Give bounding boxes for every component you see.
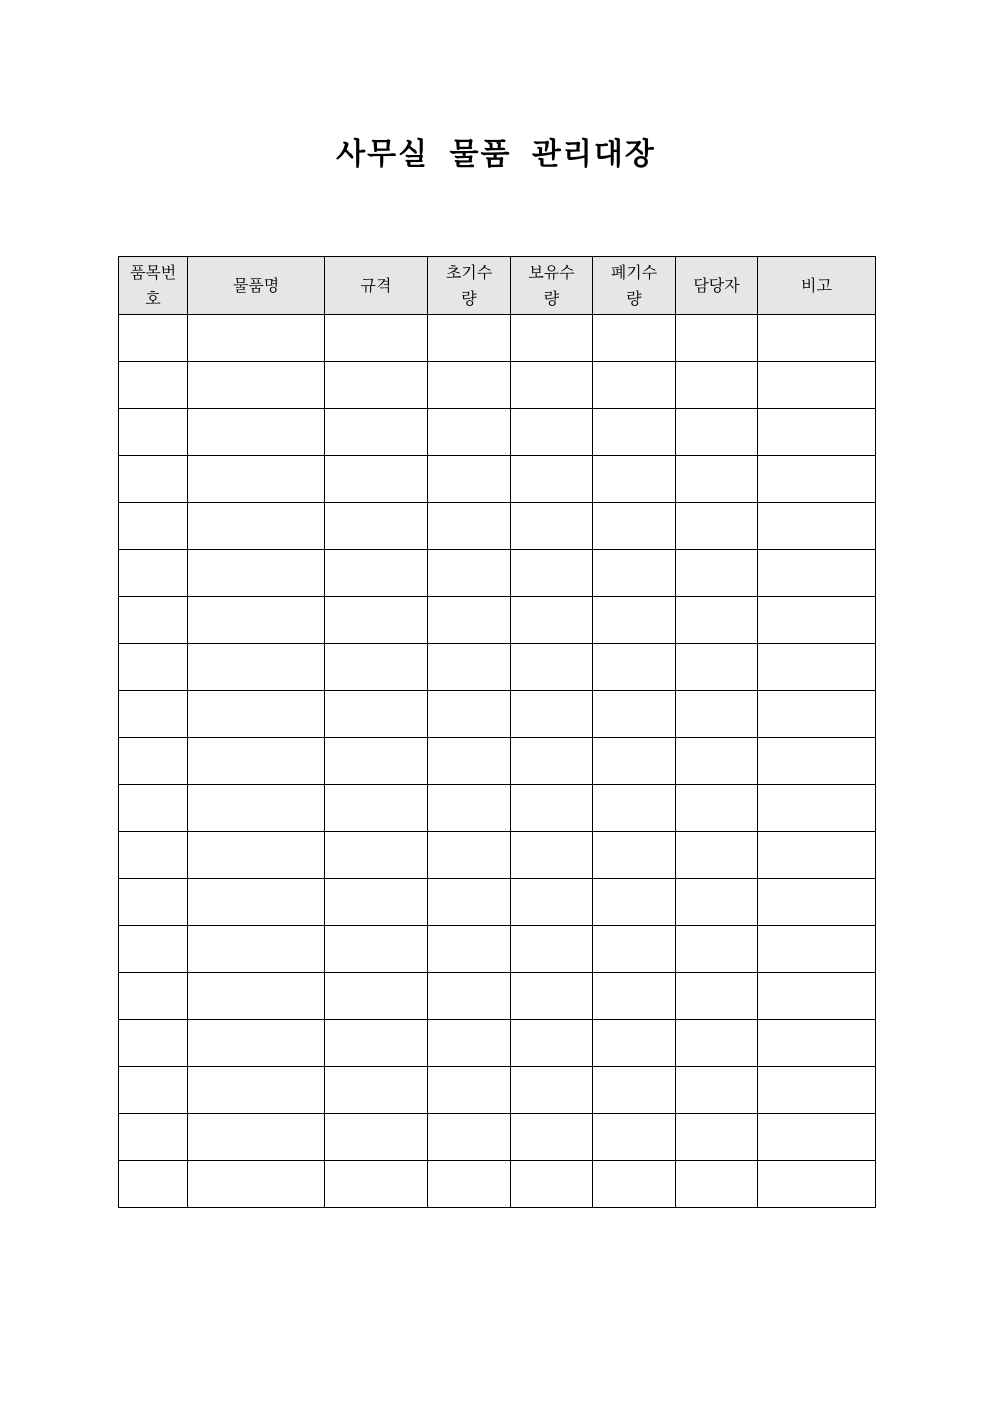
- item-name-cell[interactable]: [188, 691, 325, 738]
- remarks-cell[interactable]: [758, 691, 876, 738]
- inventory-table: [118, 256, 876, 1208]
- item-name-cell[interactable]: [188, 1020, 325, 1067]
- remarks-cell[interactable]: [758, 315, 876, 362]
- disposed-quantity-cell[interactable]: [593, 973, 676, 1020]
- specification-cell[interactable]: [325, 1067, 428, 1114]
- person-in-charge-cell[interactable]: [676, 644, 758, 691]
- table-row: [119, 879, 876, 926]
- person-in-charge-cell[interactable]: [676, 926, 758, 973]
- header-item-number: 품목번 호: [119, 257, 188, 315]
- item-name-cell[interactable]: [188, 785, 325, 832]
- header-disposed-quantity: 폐기수 량: [593, 257, 676, 315]
- initial-quantity-cell[interactable]: [428, 409, 511, 456]
- held-quantity-cell[interactable]: [511, 362, 593, 409]
- initial-quantity-cell[interactable]: [428, 503, 511, 550]
- person-in-charge-cell[interactable]: [676, 315, 758, 362]
- item-number-cell[interactable]: [119, 456, 188, 503]
- specification-cell[interactable]: [325, 409, 428, 456]
- table-row: [119, 362, 876, 409]
- remarks-cell[interactable]: [758, 926, 876, 973]
- item-name-cell[interactable]: [188, 1114, 325, 1161]
- item-number-cell[interactable]: [119, 1067, 188, 1114]
- held-quantity-cell[interactable]: [511, 1020, 593, 1067]
- item-name-cell[interactable]: [188, 550, 325, 597]
- remarks-cell[interactable]: [758, 1020, 876, 1067]
- initial-quantity-cell[interactable]: [428, 1161, 511, 1208]
- disposed-quantity-cell[interactable]: [593, 409, 676, 456]
- person-in-charge-cell[interactable]: [676, 550, 758, 597]
- held-quantity-cell[interactable]: [511, 503, 593, 550]
- initial-quantity-cell[interactable]: [428, 1020, 511, 1067]
- item-name-cell[interactable]: [188, 1161, 325, 1208]
- initial-quantity-cell[interactable]: [428, 973, 511, 1020]
- item-number-cell[interactable]: [119, 879, 188, 926]
- person-in-charge-cell[interactable]: [676, 1161, 758, 1208]
- disposed-quantity-cell[interactable]: [593, 456, 676, 503]
- item-number-cell[interactable]: [119, 503, 188, 550]
- item-number-cell[interactable]: [119, 785, 188, 832]
- person-in-charge-cell[interactable]: [676, 456, 758, 503]
- table-row: [119, 1020, 876, 1067]
- disposed-quantity-cell[interactable]: [593, 738, 676, 785]
- held-quantity-cell[interactable]: [511, 1161, 593, 1208]
- remarks-cell[interactable]: [758, 738, 876, 785]
- remarks-cell[interactable]: [758, 550, 876, 597]
- header-remarks: 비고: [758, 257, 876, 315]
- initial-quantity-cell[interactable]: [428, 550, 511, 597]
- disposed-quantity-cell[interactable]: [593, 1067, 676, 1114]
- specification-cell[interactable]: [325, 503, 428, 550]
- person-in-charge-cell[interactable]: [676, 1020, 758, 1067]
- initial-quantity-cell[interactable]: [428, 832, 511, 879]
- remarks-cell[interactable]: [758, 1114, 876, 1161]
- held-quantity-cell[interactable]: [511, 1114, 593, 1161]
- item-name-cell[interactable]: [188, 362, 325, 409]
- item-name-cell[interactable]: [188, 926, 325, 973]
- disposed-quantity-cell[interactable]: [593, 315, 676, 362]
- remarks-cell[interactable]: [758, 456, 876, 503]
- item-number-cell[interactable]: [119, 550, 188, 597]
- held-quantity-cell[interactable]: [511, 691, 593, 738]
- specification-cell[interactable]: [325, 362, 428, 409]
- item-name-cell[interactable]: [188, 597, 325, 644]
- item-name-cell[interactable]: [188, 644, 325, 691]
- specification-cell[interactable]: [325, 1114, 428, 1161]
- person-in-charge-cell[interactable]: [676, 1114, 758, 1161]
- remarks-cell[interactable]: [758, 597, 876, 644]
- item-number-cell[interactable]: [119, 1020, 188, 1067]
- initial-quantity-cell[interactable]: [428, 597, 511, 644]
- disposed-quantity-cell[interactable]: [593, 691, 676, 738]
- disposed-quantity-cell[interactable]: [593, 926, 676, 973]
- item-name-cell[interactable]: [188, 973, 325, 1020]
- disposed-quantity-cell[interactable]: [593, 785, 676, 832]
- initial-quantity-cell[interactable]: [428, 691, 511, 738]
- item-name-cell[interactable]: [188, 409, 325, 456]
- header-initial-quantity: 초기수 량: [428, 257, 511, 315]
- item-number-cell[interactable]: [119, 315, 188, 362]
- item-number-cell[interactable]: [119, 597, 188, 644]
- person-in-charge-cell[interactable]: [676, 597, 758, 644]
- table-row: [119, 832, 876, 879]
- person-in-charge-cell[interactable]: [676, 362, 758, 409]
- held-quantity-cell[interactable]: [511, 456, 593, 503]
- initial-quantity-cell[interactable]: [428, 362, 511, 409]
- held-quantity-cell[interactable]: [511, 973, 593, 1020]
- table-row: [119, 456, 876, 503]
- item-number-cell[interactable]: [119, 691, 188, 738]
- initial-quantity-cell[interactable]: [428, 879, 511, 926]
- item-name-cell[interactable]: [188, 1067, 325, 1114]
- remarks-cell[interactable]: [758, 1067, 876, 1114]
- held-quantity-cell[interactable]: [511, 597, 593, 644]
- item-number-cell[interactable]: [119, 926, 188, 973]
- disposed-quantity-cell[interactable]: [593, 1114, 676, 1161]
- person-in-charge-cell[interactable]: [676, 409, 758, 456]
- initial-quantity-cell[interactable]: [428, 785, 511, 832]
- table-row: [119, 973, 876, 1020]
- person-in-charge-cell[interactable]: [676, 879, 758, 926]
- held-quantity-cell[interactable]: [511, 1067, 593, 1114]
- initial-quantity-cell[interactable]: [428, 738, 511, 785]
- disposed-quantity-cell[interactable]: [593, 644, 676, 691]
- specification-cell[interactable]: [325, 550, 428, 597]
- person-in-charge-cell[interactable]: [676, 503, 758, 550]
- person-in-charge-cell[interactable]: [676, 973, 758, 1020]
- remarks-cell[interactable]: [758, 503, 876, 550]
- item-name-cell[interactable]: [188, 503, 325, 550]
- held-quantity-cell[interactable]: [511, 315, 593, 362]
- remarks-cell[interactable]: [758, 832, 876, 879]
- item-name-cell[interactable]: [188, 456, 325, 503]
- header-person-in-charge: 담당자: [676, 257, 758, 315]
- item-number-cell[interactable]: [119, 738, 188, 785]
- disposed-quantity-cell[interactable]: [593, 1161, 676, 1208]
- item-name-cell[interactable]: [188, 832, 325, 879]
- held-quantity-cell[interactable]: [511, 738, 593, 785]
- specification-cell[interactable]: [325, 691, 428, 738]
- person-in-charge-cell[interactable]: [676, 691, 758, 738]
- initial-quantity-cell[interactable]: [428, 1114, 511, 1161]
- item-number-cell[interactable]: [119, 362, 188, 409]
- item-number-cell[interactable]: [119, 1114, 188, 1161]
- remarks-cell[interactable]: [758, 1161, 876, 1208]
- person-in-charge-cell[interactable]: [676, 738, 758, 785]
- remarks-cell[interactable]: [758, 973, 876, 1020]
- disposed-quantity-cell[interactable]: [593, 879, 676, 926]
- held-quantity-cell[interactable]: [511, 832, 593, 879]
- table-row: [119, 1067, 876, 1114]
- remarks-cell[interactable]: [758, 409, 876, 456]
- held-quantity-cell[interactable]: [511, 926, 593, 973]
- header-specification: 규격: [325, 257, 428, 315]
- table-row: [119, 785, 876, 832]
- header-item-name: 물품명: [188, 257, 325, 315]
- disposed-quantity-cell[interactable]: [593, 597, 676, 644]
- specification-cell[interactable]: [325, 315, 428, 362]
- remarks-cell[interactable]: [758, 785, 876, 832]
- held-quantity-cell[interactable]: [511, 879, 593, 926]
- table-row: [119, 503, 876, 550]
- specification-cell[interactable]: [325, 785, 428, 832]
- initial-quantity-cell[interactable]: [428, 315, 511, 362]
- disposed-quantity-cell[interactable]: [593, 362, 676, 409]
- held-quantity-cell[interactable]: [511, 409, 593, 456]
- person-in-charge-cell[interactable]: [676, 785, 758, 832]
- table-row: [119, 691, 876, 738]
- header-held-quantity: 보유수 량: [511, 257, 593, 315]
- table-row: [119, 1161, 876, 1208]
- held-quantity-cell[interactable]: [511, 785, 593, 832]
- disposed-quantity-cell[interactable]: [593, 503, 676, 550]
- item-number-cell[interactable]: [119, 409, 188, 456]
- specification-cell[interactable]: [325, 879, 428, 926]
- specification-cell[interactable]: [325, 738, 428, 785]
- page-title: 사무실 물품 관리대장: [336, 137, 656, 172]
- held-quantity-cell[interactable]: [511, 644, 593, 691]
- disposed-quantity-cell[interactable]: [593, 1020, 676, 1067]
- remarks-cell[interactable]: [758, 879, 876, 926]
- remarks-cell[interactable]: [758, 362, 876, 409]
- table-body: [119, 315, 876, 1208]
- table-row: [119, 644, 876, 691]
- specification-cell[interactable]: [325, 597, 428, 644]
- table-row: [119, 597, 876, 644]
- item-number-cell[interactable]: [119, 1161, 188, 1208]
- table-row: [119, 409, 876, 456]
- specification-cell[interactable]: [325, 644, 428, 691]
- table-row: [119, 738, 876, 785]
- initial-quantity-cell[interactable]: [428, 926, 511, 973]
- item-number-cell[interactable]: [119, 644, 188, 691]
- specification-cell[interactable]: [325, 832, 428, 879]
- initial-quantity-cell[interactable]: [428, 644, 511, 691]
- disposed-quantity-cell[interactable]: [593, 550, 676, 597]
- table-row: [119, 550, 876, 597]
- item-number-cell[interactable]: [119, 973, 188, 1020]
- item-name-cell[interactable]: [188, 315, 325, 362]
- specification-cell[interactable]: [325, 456, 428, 503]
- specification-cell[interactable]: [325, 973, 428, 1020]
- disposed-quantity-cell[interactable]: [593, 832, 676, 879]
- remarks-cell[interactable]: [758, 644, 876, 691]
- held-quantity-cell[interactable]: [511, 550, 593, 597]
- table-row: [119, 926, 876, 973]
- item-name-cell[interactable]: [188, 879, 325, 926]
- table-row: [119, 315, 876, 362]
- specification-cell[interactable]: [325, 1020, 428, 1067]
- item-number-cell[interactable]: [119, 832, 188, 879]
- specification-cell[interactable]: [325, 926, 428, 973]
- item-name-cell[interactable]: [188, 738, 325, 785]
- person-in-charge-cell[interactable]: [676, 832, 758, 879]
- table-header-row: [119, 257, 876, 315]
- specification-cell[interactable]: [325, 1161, 428, 1208]
- person-in-charge-cell[interactable]: [676, 1067, 758, 1114]
- table-row: [119, 1114, 876, 1161]
- initial-quantity-cell[interactable]: [428, 456, 511, 503]
- initial-quantity-cell[interactable]: [428, 1067, 511, 1114]
